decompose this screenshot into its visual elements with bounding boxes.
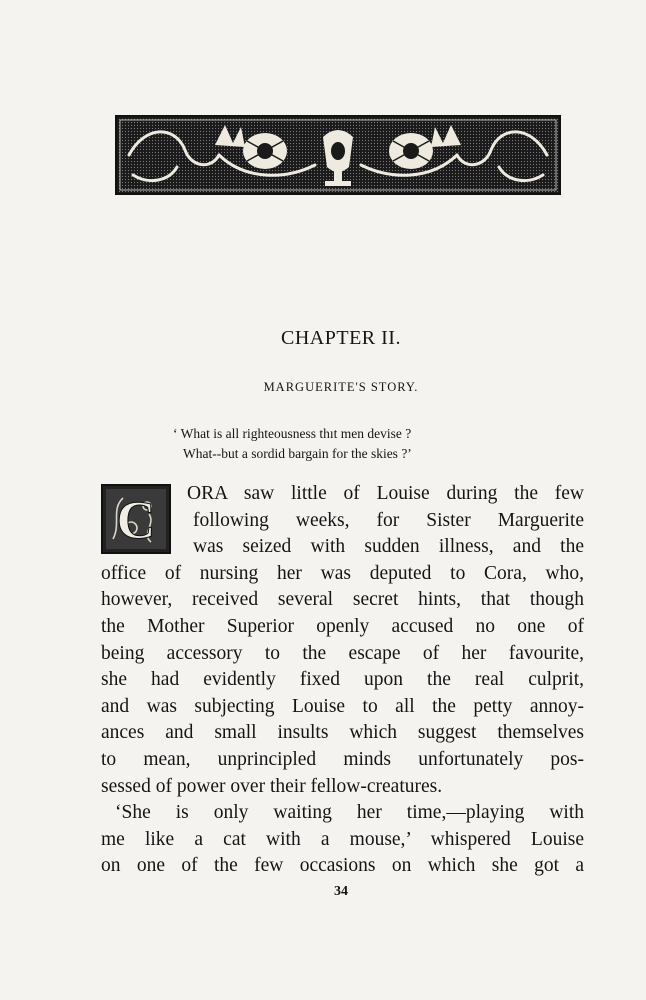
epigraph-line: ‘ What is all righteousness thıt men devise ? [173,426,412,441]
text-line: sessed of power over their fellow-creatures. [101,775,443,797]
text-line: following weeks, for Sister Marguerite [193,509,584,531]
text-line: office of nursing her was deputed to Cora, who, [101,562,584,584]
text-line: however, received several secret hints, that though [101,589,584,611]
text-line: the Mother Superior openly accused no one of [101,615,584,637]
text-line: to mean, unprincipled minds unfortunately pos- [101,748,584,770]
text-line: being accessory to the escape of her favourite, [101,642,584,664]
dropcap-letter: C [116,490,156,550]
body-text [101,481,584,880]
epigraph [170,424,530,464]
chapter-subtitle: MARGUERITE'S STORY. [263,380,419,394]
ornamental-headpiece [115,115,561,195]
text-line: and was subjecting Louise to all the petty annoy- [101,695,584,717]
text-line: ances and small insults which suggest themselves [101,722,584,744]
epigraph-line: What--but a sordid bargain for the skies ?’ [183,446,412,461]
chapter-heading: CHAPTER II. [281,327,401,349]
text-line: on one of the few occasions on which she got a [101,855,584,877]
text-line: ORA saw little of Louise during the few [187,483,584,504]
text-line: was seized with sudden illness, and the [193,536,584,558]
text-line: she had evidently fixed upon the real culprit, [101,669,584,691]
text-line: ‘She is only waiting her time,—playing with [115,802,584,824]
page-number: 34 [334,884,348,899]
text-line: me like a cat with a mouse,’ whispered Louise [101,828,584,850]
